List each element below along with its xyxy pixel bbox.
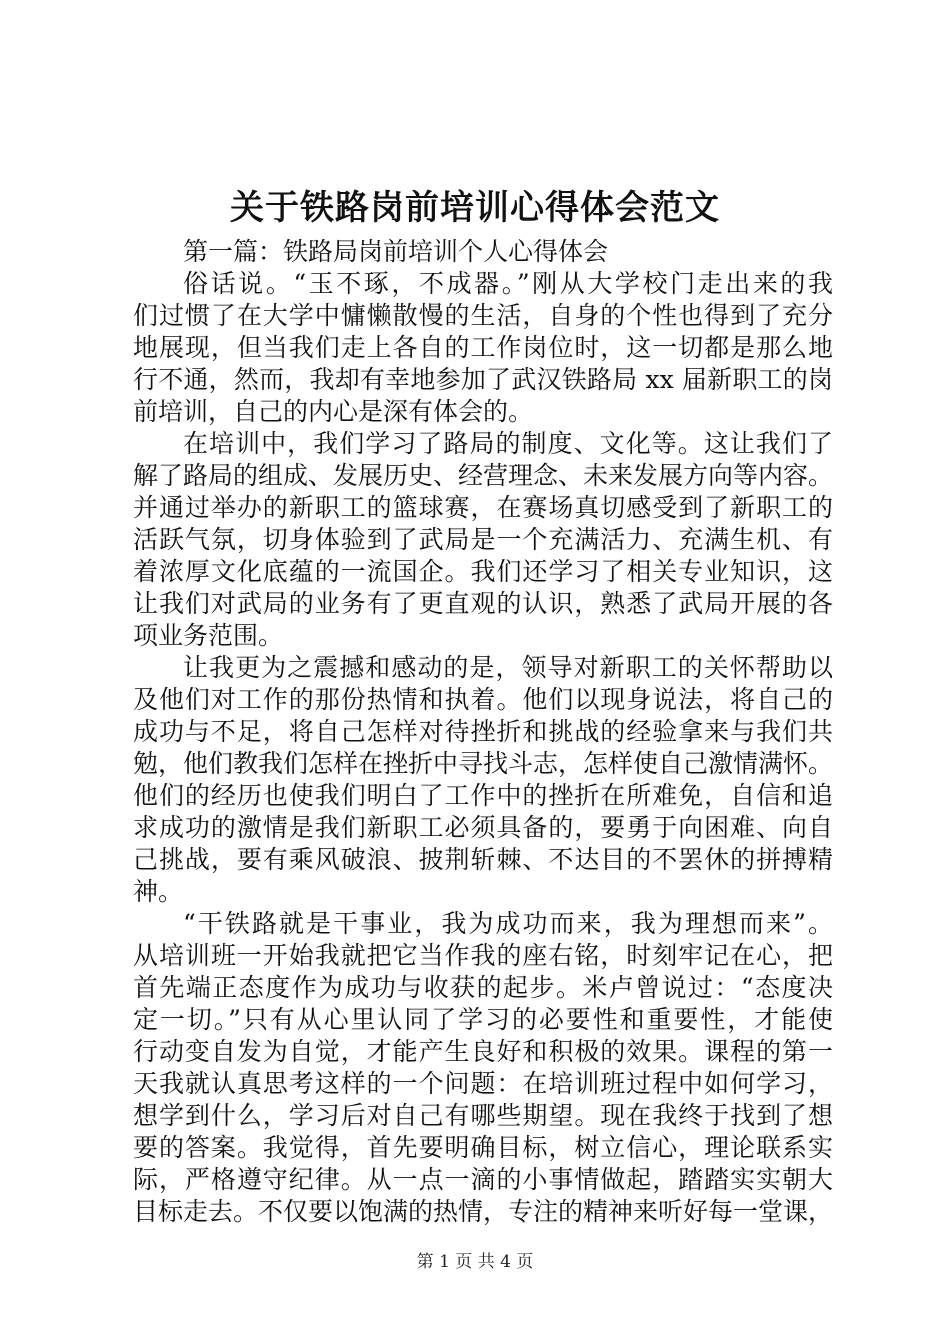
text-line: 们过惯了在大学中慵懒散慢的生活，自身的个性也得到了充分 — [133, 301, 833, 330]
text-line: 项业务范围。 — [133, 621, 284, 650]
text-line: 让我们对武局的业务有了更直观的认识，熟悉了武局开展的各 — [133, 589, 833, 618]
text-line: 解了路局的组成、发展历史、经营理念、未来发展方向等内容。 — [133, 461, 834, 490]
text-line: 着浓厚文化底蕴的一流国企。我们还学习了相关专业知识，这 — [133, 557, 833, 586]
text-line: 及他们对工作的那份热情和执着。他们以现身说法，将自己的 — [133, 685, 833, 714]
text-line: 从培训班一开始我就把它当作我的座右铭，时刻牢记在心，把 — [133, 941, 833, 970]
text-line: 勉，他们教我们怎样在挫折中寻找斗志，怎样使自己激情满怀。 — [133, 749, 834, 778]
text-line: 目标走去。不仅要以饱满的热情，专注的精神来听好每一堂课， — [133, 1197, 834, 1226]
text-line: 行动变自发为自觉，才能产生良好和积极的效果。课程的第一 — [133, 1037, 833, 1066]
section-heading: 第一篇：铁路局岗前培训个人心得体会 — [183, 237, 609, 266]
text-line: 活跃气氛，切身体验到了武局是一个充满活力、充满生机、有 — [133, 525, 833, 554]
document-title: 关于铁路岗前培训心得体会范文 — [230, 188, 720, 228]
text-line: 前培训，自己的内心是深有体会的。 — [133, 397, 534, 426]
text-line: 成功与不足，将自己怎样对待挫折和挑战的经验拿来与我们共 — [133, 717, 833, 746]
text-line: 并通过举办的新职工的篮球赛，在赛场真切感受到了新职工的 — [133, 493, 833, 522]
text-line: 让我更为之震撼和感动的是，领导对新职工的关怀帮助以 — [183, 653, 833, 682]
page-footer: 第 1 页 共 4 页 — [416, 1252, 534, 1272]
text-line: 要的答案。我觉得，首先要明确目标，树立信心，理论联系实 — [133, 1133, 833, 1162]
text-line: 天我就认真思考这样的一个问题：在培训班过程中如何学习， — [133, 1069, 833, 1098]
text-line: 地展现，但当我们走上各自的工作岗位时，这一切都是那么地 — [133, 333, 833, 362]
text-line: 际，严格遵守纪律。从一点一滴的小事情做起，踏踏实实朝大 — [133, 1165, 833, 1194]
document-body — [133, 236, 833, 1228]
text-line: 首先端正态度作为成功与收获的起步。米卢曾说过：“态度决 — [133, 973, 833, 1002]
text-line: 求成功的激情是我们新职工必须具备的，要勇于向困难、向自 — [133, 813, 833, 842]
text-line: 在培训中，我们学习了路局的制度、文化等。这让我们了 — [183, 429, 833, 458]
text-line: 想学到什么，学习后对自己有哪些期望。现在我终于找到了想 — [133, 1101, 833, 1130]
text-line: 神。 — [133, 877, 184, 906]
text-line: 行不通，然而，我却有幸地参加了武汉铁路局 xx 届新职工的岗 — [133, 365, 833, 394]
text-line: 定一切。”只有从心里认同了学习的必要性和重要性，才能使 — [133, 1005, 833, 1034]
text-line: 他们的经历也使我们明白了工作中的挫折在所难免，自信和追 — [133, 781, 833, 810]
text-line: 己挑战，要有乘风破浪、披荆斩棘、不达目的不罢休的拼搏精 — [133, 845, 833, 874]
text-line: “干铁路就是干事业，我为成功而来，我为理想而来”。 — [183, 909, 833, 938]
text-line: 俗话说。“玉不琢，不成器。”刚从大学校门走出来的我 — [183, 269, 833, 298]
